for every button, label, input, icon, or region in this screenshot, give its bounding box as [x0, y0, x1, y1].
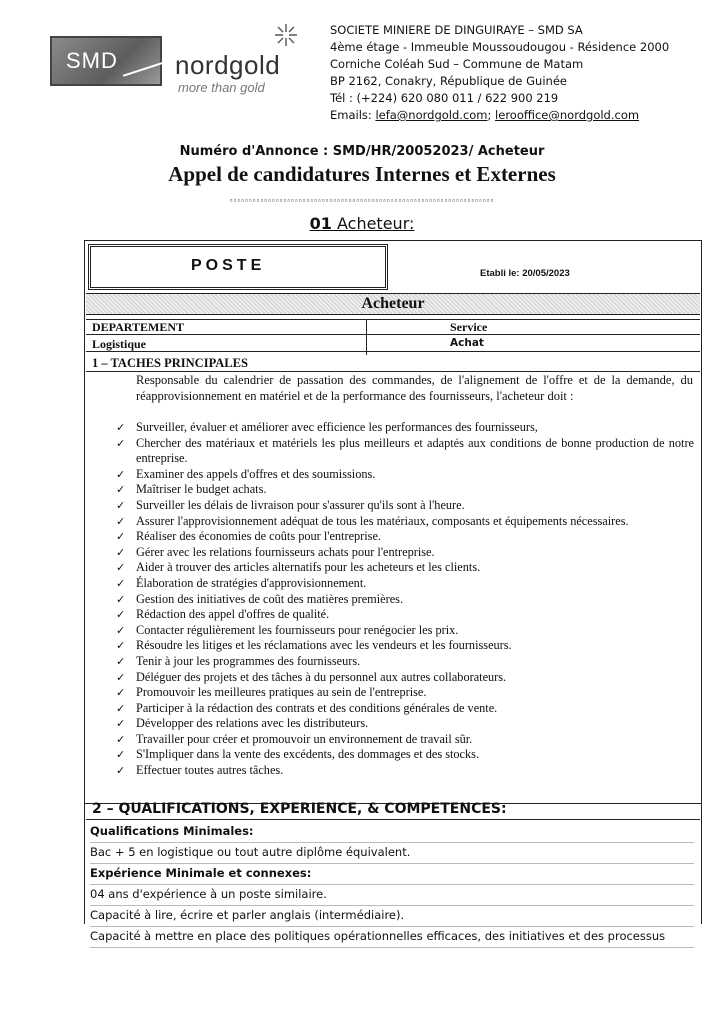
- list-item: ✓ Réaliser des économies de coûts pour l'entreprise.: [116, 529, 382, 544]
- list-item: ✓ Gestion des initiatives de coût des matières premières.: [116, 591, 404, 606]
- section-qualifications-heading: 2 – QUALIFICATIONS, EXPERIENCE, & COMPETENCES:: [86, 800, 700, 820]
- list-item: ✓ Déléguer des projets et des tâches à du personnel aux autres collaborateurs.: [116, 669, 507, 684]
- department-header-row: DEPARTEMENT Service: [86, 320, 700, 335]
- address-emails: Emails: lefa@nordgold.com; lerooffice@nordgold.com: [330, 108, 640, 122]
- nordgold-tagline: more than gold: [178, 80, 265, 95]
- tasks-intro: Responsable du calendrier de passation des commandes, de l'alignement de l'offre et de la demande, du réapprovisionnement en matériel et de la performance des fournisseurs, l'acheteur doit :: [136, 373, 693, 403]
- section-tasks-heading: 1 – TACHES PRINCIPALES: [86, 355, 700, 372]
- qualification-heading-min: Qualifications Minimales:: [90, 822, 694, 843]
- list-item: ✓ Chercher des matériaux et matériels les plus meilleurs et adaptés aux conditions de bonne production de notre entreprise.: [116, 435, 694, 466]
- nordgold-logo: nordgold: [175, 50, 281, 80]
- qualification-line: Bac + 5 en logistique ou tout autre diplôme équivalent.: [90, 843, 694, 864]
- list-item: ✓ Assurer l'approvisionnement adéquat de tous les matériaux, composants et équipements nécessaires.: [116, 513, 629, 528]
- list-item: ✓ Élaboration de stratégies d'approvisionnement.: [116, 575, 367, 590]
- list-item: ✓ Surveiller les délais de livraison pour s'assurer qu'ils sont à l'heure.: [116, 497, 465, 512]
- qualification-heading-exp: Expérience Minimale et connexes:: [90, 864, 694, 885]
- list-item: ✓ Maîtriser le budget achats.: [116, 482, 267, 497]
- job-title-band: Acheteur: [86, 293, 700, 315]
- qualifications-list: [90, 822, 694, 948]
- qualification-line: 04 ans d'expérience à un poste similaire.: [90, 885, 694, 906]
- nordgold-star-icon: [273, 22, 299, 48]
- list-item: ✓ Gérer avec les relations fournisseurs achats pour l'entreprise.: [116, 544, 435, 559]
- title-divider: ▫▫▫▫▫▫▫▫▫▫▫▫▫▫▫▫▫▫▫▫▫▫▫▫▫▫▫▫▫▫▫▫▫▫▫▫▫▫▫▫▫▫▫▫▫▫▫▫▫▫▫▫▫▫▫▫▫▫▫▫▫▫▫▫▫▫▫▫▫: [229, 196, 495, 205]
- department-value-row: Logistique Achat: [86, 337, 700, 352]
- qualification-line: Capacité à lire, écrire et parler anglais (intermédiaire).: [90, 906, 694, 927]
- smd-logo: [50, 36, 162, 86]
- position-title: 01 Acheteur:: [309, 214, 415, 233]
- list-item: ✓ Participer à la rédaction des contrats et des conditions générales de vente.: [116, 700, 498, 715]
- email-link-1[interactable]: lefa@nordgold.com: [375, 108, 488, 122]
- list-item: ✓ Examiner des appels d'offres et des soumissions.: [116, 466, 376, 481]
- company-address: [330, 22, 669, 124]
- address-floor: 4ème étage - Immeuble Moussoudougou - Résidence 2000: [330, 40, 670, 54]
- address-bp: BP 2162, Conakry, République de Guinée: [330, 74, 567, 88]
- list-item: ✓ Promouvoir les meilleures pratiques au sein de l'entreprise.: [116, 685, 427, 700]
- list-item: ✓ Résoudre les litiges et les réclamations avec les vendeurs et les fournisseurs.: [116, 638, 512, 653]
- list-item: ✓ Effectuer toutes autres tâches.: [116, 763, 284, 778]
- qualification-line: Capacité à mettre en place des politiques opérationnelles efficaces, des initiatives et des processus: [90, 927, 694, 948]
- established-date: Etabli le: 20/05/2023: [480, 268, 570, 279]
- task-list: [116, 420, 694, 779]
- list-item: ✓ Surveiller, évaluer et améliorer avec efficience les performances des fournisseurs,: [116, 420, 538, 434]
- list-item: ✓ Rédaction des appel d'offres de qualité.: [116, 607, 330, 622]
- list-item: ✓ Développer des relations avec les distributeurs.: [116, 716, 369, 731]
- smd-logo-text: SMD: [66, 48, 118, 73]
- list-item: ✓ Aider à trouver des articles alternatifs pour les acheteurs et les clients.: [116, 560, 481, 575]
- poste-box: POSTE: [88, 244, 388, 290]
- address-phone: Tél : (+224) 620 080 011 / 622 900 219: [330, 91, 559, 105]
- list-item: ✓ S'Impliquer dans la vente des excédents, des dommages et des stocks.: [116, 747, 480, 762]
- list-item: ✓ Contacter régulièrement les fournisseurs pour renégocier les prix.: [116, 622, 459, 637]
- page-title: Appel de candidatures Internes et Externes: [168, 162, 556, 186]
- announcement-number: Numéro d'Annonce : SMD/HR/20052023/ Acheteur: [179, 144, 545, 159]
- email-link-2[interactable]: lerooffice@nordgold.com: [495, 108, 640, 122]
- company-name: SOCIETE MINIERE DE DINGUIRAYE – SMD SA: [330, 23, 583, 37]
- list-item: ✓ Travailler pour créer et promouvoir un environnement de travail sûr.: [116, 731, 473, 746]
- list-item: ✓ Tenir à jour les programmes des fournisseurs.: [116, 653, 361, 668]
- address-street: Corniche Coléah Sud – Commune de Matam: [330, 57, 584, 71]
